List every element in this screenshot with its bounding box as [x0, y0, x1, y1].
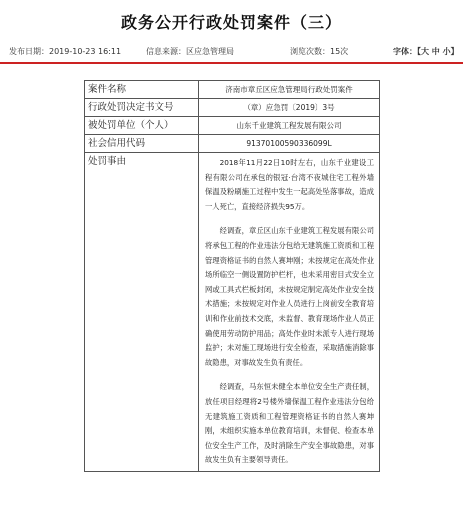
view-count: 浏览次数：15次: [290, 47, 349, 56]
table-row: [85, 99, 380, 117]
penalized-party-value: 山东千业建筑工程发展有限公司: [199, 117, 380, 135]
article-meta: [0, 43, 463, 59]
penalty-reason-content: [199, 153, 380, 472]
publish-date: 发布日期：2019-10-23 16:11: [9, 47, 122, 56]
credit-code-label: 社会信用代码: [85, 135, 199, 153]
table-row: [85, 153, 380, 472]
info-source: 信息来源：区应急管理局: [146, 47, 234, 56]
penalty-reason-label: 处罚事由: [85, 153, 199, 472]
font-size-large-button[interactable]: 大: [421, 47, 429, 56]
reason-paragraph: 2018年11月22日10时左右，山东千业建设工程有限公司在承包的银冠·台湾不夜城住宅工程外墙保温及粉刷施工过程中发生一起高处坠落事故，造成一人死亡，直接经济损失95万。: [205, 158, 374, 211]
reason-paragraph: 经调查，马东恒未健全本单位安全生产责任制，放任项目经理将2号楼外墙保温工程作业违法分包给无建筑施工资质和工程管理资格证书的自然人赛坤刚，未组织实施本单位教育培训，未督促、检查本单位安全生产工作，及时消除生产安全事故隐患，对事故发生负有主要领导责任。: [205, 382, 374, 465]
page-title: 政务公开行政处罚案件（三）: [120, 13, 342, 32]
case-name-value: 济南市章丘区应急管理局行政处罚案件: [199, 81, 380, 99]
table-row: [85, 135, 380, 153]
table-row: [85, 117, 380, 135]
penalized-party-label: 被处罚单位（个人）: [85, 117, 199, 135]
case-name-label: 案件名称: [85, 81, 199, 99]
table-row: [85, 81, 380, 99]
credit-code-value: 91370100590336099L: [199, 135, 380, 153]
font-size-label: 字体：: [393, 47, 417, 56]
font-size-medium-button[interactable]: 中: [431, 47, 440, 56]
font-size-switcher: 字体：【大 中 小】: [393, 47, 459, 56]
decision-number-label: 行政处罚决定书文号: [85, 99, 199, 117]
title-divider: [0, 62, 463, 64]
penalty-info-table: [84, 80, 380, 472]
font-size-small-button[interactable]: 小: [442, 47, 451, 56]
reason-paragraph: 经调查，章丘区山东千业建筑工程发展有限公司将承包工程的作业违法分包给无建筑施工资质和工程管理资格证书的自然人赛坤刚；未按规定在高处作业场所临空一侧设置防护栏杆，也未采用密目式安全立网或工具式栏板封闭，未按规定制定高处作业安全技术措施；未按规定对作业人员进行上岗前安全教育培训和作业前技术交底，未监督、教育现场作业人员正确使用劳动防护用品；高处作业时未派专人进行现场监护；未对施工现场进行安全检查，采取措施消除事故隐患，对事故发生负有责任。: [205, 226, 374, 367]
decision-number-value: （章）应急罚〔2019〕3号: [199, 99, 380, 117]
